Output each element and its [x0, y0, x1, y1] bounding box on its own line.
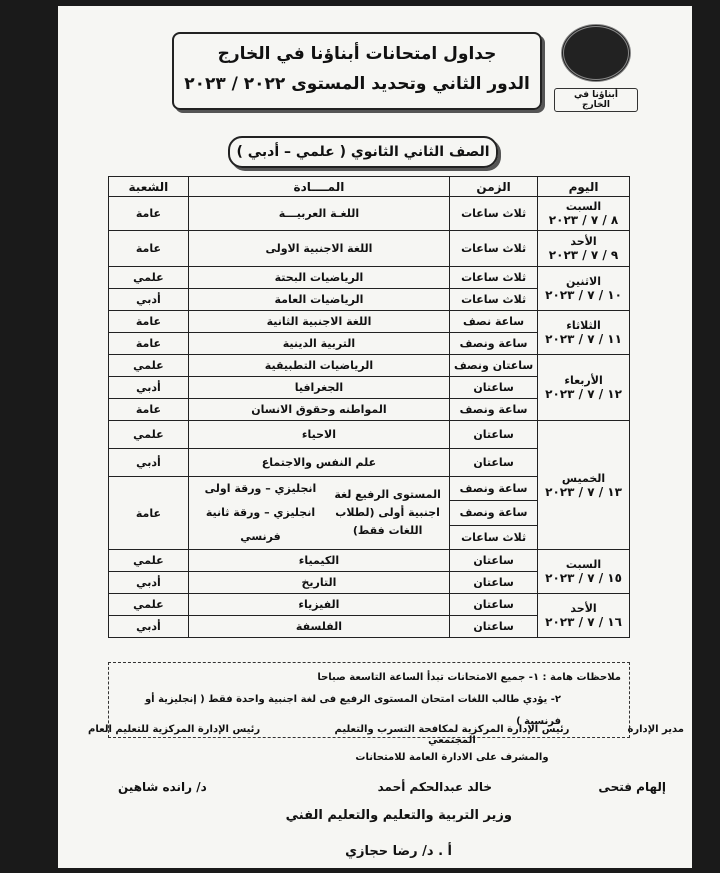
title-box: [172, 32, 542, 110]
subject-cell: اللغـة العربيـــة: [188, 197, 449, 231]
day-cell: الثلاثاء ١١ / ٧ / ٢٠٢٣: [538, 311, 630, 355]
subject-cell: الفيزياء: [188, 594, 449, 616]
table-row: [109, 231, 630, 267]
section-cell: علمي: [109, 267, 189, 289]
time-cell: ساعتان: [450, 616, 538, 638]
subject-cell: التربية الدينية: [188, 333, 449, 355]
section-cell: علمي: [109, 355, 189, 377]
section-cell: عامة: [109, 197, 189, 231]
subject-cell: علم النفس والاجتماع: [188, 449, 449, 477]
logo-caption: أبناؤنا في الخارج: [554, 88, 638, 112]
section-cell: أدبي: [109, 572, 189, 594]
time-cell: ثلاث ساعات: [450, 231, 538, 267]
central-dropout-label: رئيس الإدارة المركزية لمكافحة التسرب والتعليم المجتمعي والمشرف على الادارة العامة للامتحانات: [334, 724, 570, 763]
central-general-name: د/ رانده شاهين: [118, 780, 207, 794]
section-cell: عامة: [109, 231, 189, 267]
subject-cell: الفلسفة: [188, 616, 449, 638]
time-cell: ثلاث ساعات: [450, 197, 538, 231]
document-subtitle: الدور الثاني وتحديد المستوى ٢٠٢٢ / ٢٠٢٣: [184, 74, 530, 94]
minister-name: أ . د/ رضا حجازي: [345, 844, 452, 859]
section-cell: أدبي: [109, 377, 189, 399]
section-cell: عامة: [109, 399, 189, 421]
subject-cell: الاحياء: [188, 421, 449, 449]
table-row: [109, 594, 630, 616]
time-cell: ثلاث ساعات: [450, 267, 538, 289]
time-cell: ساعتان: [450, 377, 538, 399]
grade-title: الصف الثاني الثانوي ( علمي – أدبي ): [228, 136, 498, 168]
ministry-logo: [554, 24, 638, 112]
central-dropout-name: خالد عبدالحكم أحمد: [377, 780, 492, 794]
table-row: [109, 421, 630, 449]
time-cell: ساعتان: [450, 421, 538, 449]
section-cell: علمي: [109, 421, 189, 449]
table-row: [109, 197, 630, 231]
section-cell: أدبي: [109, 289, 189, 311]
header-section: الشعبة: [109, 177, 189, 197]
ministry-seal-icon: [561, 24, 631, 82]
time-cell: ثلاث ساعات: [450, 525, 538, 549]
subject-cell: المواطنه وحقوق الانسان: [188, 399, 449, 421]
section-cell: عامة: [109, 333, 189, 355]
subject-cell: اللغة الاجنبية الثانية: [188, 311, 449, 333]
table-row: [109, 311, 630, 333]
table-row: [109, 550, 630, 572]
subject-cell: الرياضيات البحتة: [188, 267, 449, 289]
header-subject: المــــادة: [188, 177, 449, 197]
time-cell: ساعتان: [450, 572, 538, 594]
subject-cell: اللغة الاجنبية الاولى: [188, 231, 449, 267]
subject-english-paper2: انجليزي – ورقة ثانية: [205, 506, 316, 519]
table-row: [109, 267, 630, 289]
day-cell: الاثنين ١٠ / ٧ / ٢٠٢٣: [538, 267, 630, 311]
exam-schedule-document: [58, 6, 692, 868]
time-cell: ساعة ونصف: [450, 477, 538, 501]
note-line-1: ملاحظات هامة : ١- جميع الامتحانات تبدأ الساعة التاسعة صباحا: [317, 672, 621, 683]
day-cell: الأحد ١٦ / ٧ / ٢٠٢٣: [538, 594, 630, 638]
section-cell: أدبي: [109, 616, 189, 638]
advanced-level-note: المستوى الرفيع لغة اجنبية أولى (لطلاب اللغات فقط): [334, 488, 441, 537]
subject-french: فرنسي: [240, 530, 281, 543]
section-cell: عامة: [109, 311, 189, 333]
day-cell: السبت ١٥ / ٧ / ٢٠٢٣: [538, 550, 630, 594]
subject-cell-languages: [188, 477, 449, 550]
subject-cell: التاريخ: [188, 572, 449, 594]
time-cell: ساعة ونصف: [450, 333, 538, 355]
time-cell: ساعة ونصف: [450, 399, 538, 421]
time-cell: ساعة نصف: [450, 311, 538, 333]
day-cell: الأحد ٩ / ٧ / ٢٠٢٣: [538, 231, 630, 267]
day-cell: الخميس ١٣ / ٧ / ٢٠٢٣: [538, 421, 630, 550]
section-cell: أدبي: [109, 449, 189, 477]
section-cell: عامة: [109, 477, 189, 550]
minister-title: وزير التربية والتعليم والتعليم الفني: [285, 808, 512, 823]
day-cell: الأربعاء ١٢ / ٧ / ٢٠٢٣: [538, 355, 630, 421]
central-general-label: رئيس الإدارة المركزية للتعليم العام: [88, 724, 261, 735]
section-cell: علمي: [109, 594, 189, 616]
schedule-table: [108, 176, 630, 638]
time-cell: ساعة ونصف: [450, 501, 538, 525]
table-row: [109, 355, 630, 377]
header-day: اليوم: [538, 177, 630, 197]
document-title: جداول امتحانات أبناؤنا في الخارج: [217, 44, 497, 64]
subject-cell: الجغرافيا: [188, 377, 449, 399]
subject-cell: الرياضيات العامة: [188, 289, 449, 311]
subject-cell: الكيمياء: [188, 550, 449, 572]
director-label: مدير الإدارة: [627, 724, 684, 735]
time-cell: ساعتان: [450, 449, 538, 477]
section-cell: علمي: [109, 550, 189, 572]
director-name: إلهام فتحى: [598, 780, 666, 794]
subject-english-paper1: انجليزي – ورقة اولى: [204, 482, 317, 495]
header-time: الزمن: [450, 177, 538, 197]
time-cell: ساعتان: [450, 594, 538, 616]
table-header-row: [109, 177, 630, 197]
subject-cell: الرياضيات التطبيقية: [188, 355, 449, 377]
time-cell: ساعتان: [450, 550, 538, 572]
note-line-2: ٢- يؤدي طالب اللغات امتحان المستوى الرفيع فى لغة اجنبية واحدة فقط ( إنجليزية أو فرنسية ): [144, 694, 561, 727]
time-cell: ساعتان ونصف: [450, 355, 538, 377]
time-cell: ثلاث ساعات: [450, 289, 538, 311]
day-cell: السبت ٨ / ٧ / ٢٠٢٣: [538, 197, 630, 231]
